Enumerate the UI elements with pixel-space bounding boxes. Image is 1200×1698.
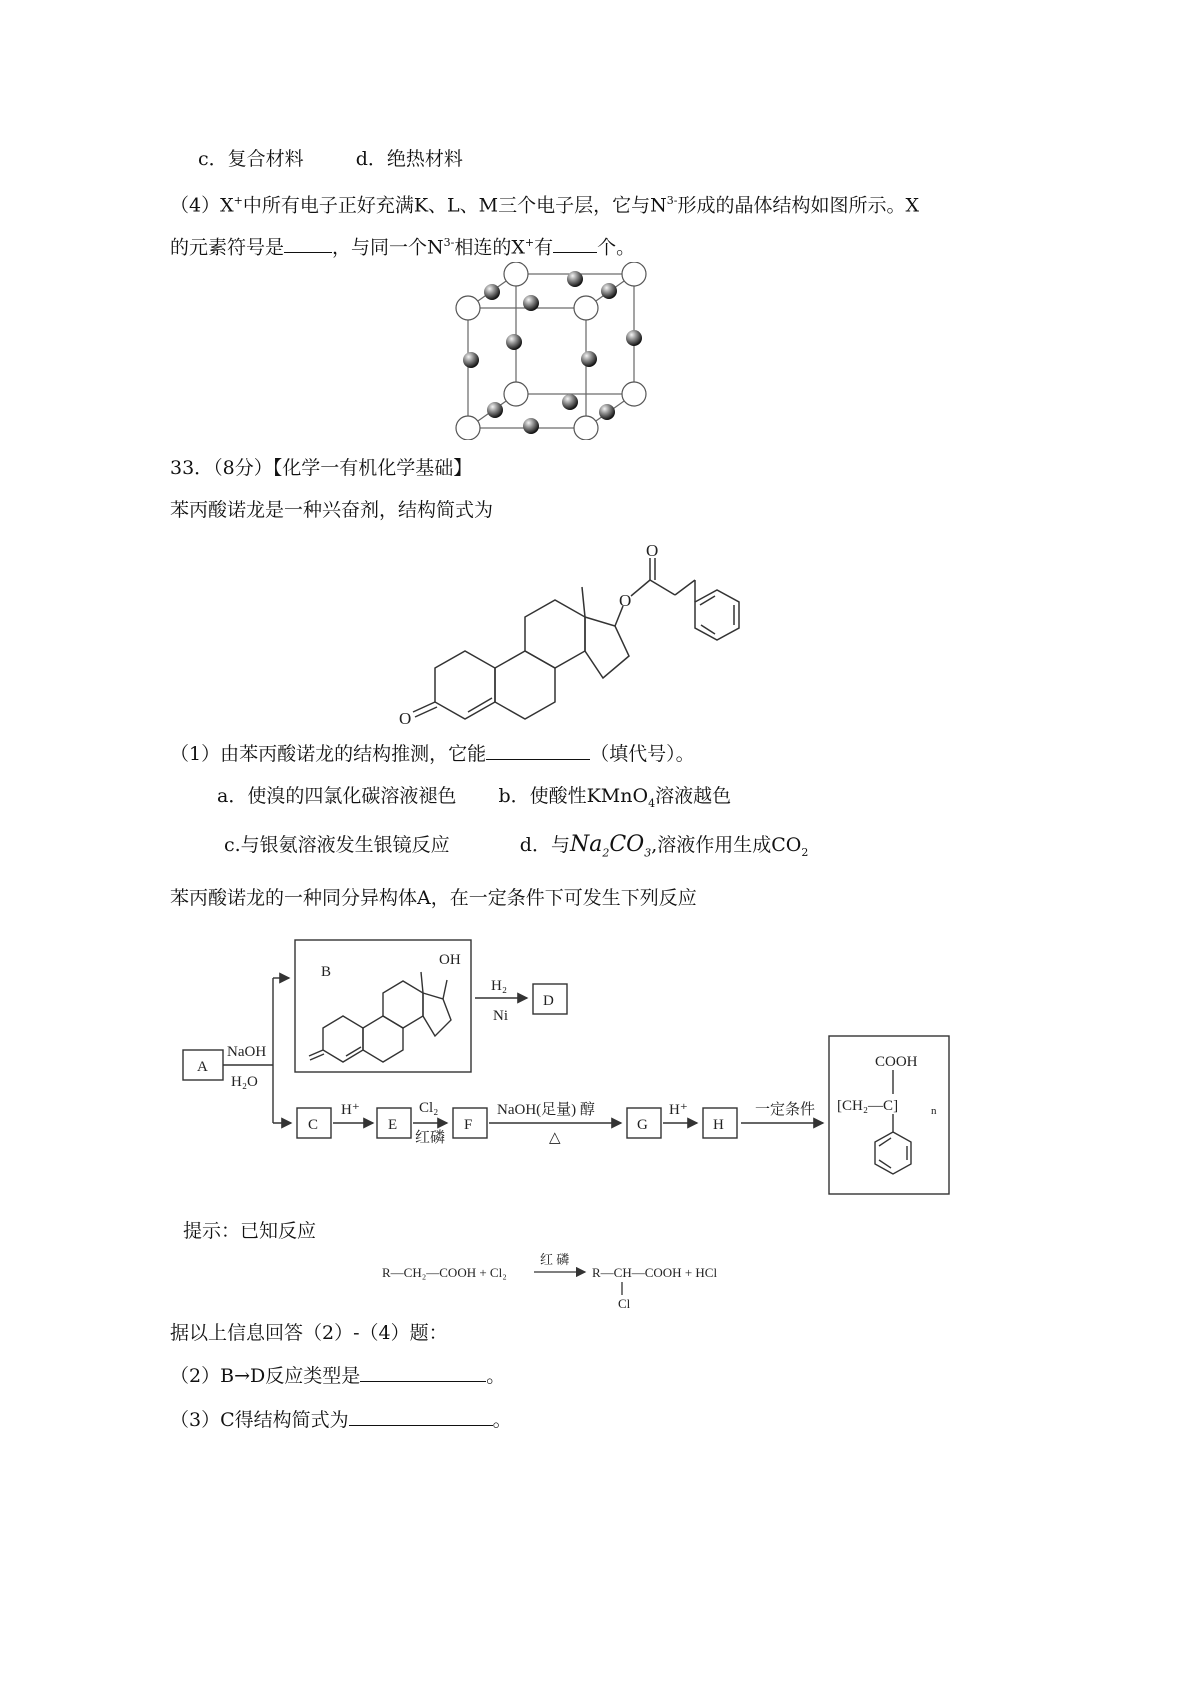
hint-reaction xyxy=(382,1252,742,1312)
box-b-label: B xyxy=(321,964,332,980)
q4-text: 个。 xyxy=(597,236,636,259)
q33-part3 xyxy=(170,1407,512,1433)
q33-part1 xyxy=(170,741,695,767)
q4-text: 形成的晶体结构如图所示。X xyxy=(677,194,919,217)
polymer-n: n xyxy=(931,1105,937,1117)
option-b xyxy=(498,785,732,810)
polymer-cooh: COOH xyxy=(875,1054,918,1070)
hint-right: R—CH—COOH + HCl xyxy=(592,1265,718,1280)
answer-blank-count[interactable] xyxy=(553,234,597,253)
naoh-label: NaOH xyxy=(227,1044,267,1060)
option-d: d．绝热材料 xyxy=(355,148,463,170)
hint-catalyst: 红 磷 xyxy=(540,1252,570,1267)
hint-cl: Cl xyxy=(618,1296,631,1311)
q4-text: ，与同一个N xyxy=(332,236,444,259)
superscript: + xyxy=(524,236,535,249)
carbonyl-o: O xyxy=(646,541,659,560)
arrow-icon: → xyxy=(234,1365,250,1387)
ketone-o: O xyxy=(399,709,412,728)
red-phosphorus-label: 红磷 xyxy=(415,1130,446,1146)
hint-left: R—CH₂—COOH + Cl₂ xyxy=(382,1265,507,1280)
heat-label: △ xyxy=(549,1130,561,1146)
subscript: 2 xyxy=(602,846,610,860)
formula-na: Na xyxy=(569,832,603,857)
option-c: c.与银氨溶液发生银镜反应 xyxy=(224,834,450,856)
box-c-label: C xyxy=(308,1117,319,1133)
q3-text: （3）C得结构简式为 xyxy=(170,1409,349,1431)
ni-label: Ni xyxy=(493,1008,508,1024)
h-plus-label: H⁺ xyxy=(341,1102,360,1118)
box-d-label: D xyxy=(543,993,554,1009)
box-g-label: G xyxy=(637,1117,648,1133)
option-c: c．复合材料 xyxy=(198,148,304,170)
water-label: H₂O xyxy=(231,1074,258,1090)
option-d-text: ,溶液作用生成CO xyxy=(651,834,802,856)
q32-part4-line2 xyxy=(170,230,635,260)
box-a-label: A xyxy=(197,1059,208,1075)
box-h-label: H xyxy=(713,1117,724,1133)
naoh-excess-label: NaOH(足量) 醇 xyxy=(497,1102,595,1118)
box-f-label: F xyxy=(464,1117,473,1133)
q33-part2 xyxy=(170,1363,505,1389)
q3-text: 。 xyxy=(492,1409,512,1431)
cl2-label: Cl₂ xyxy=(419,1100,439,1116)
q2-text: 。 xyxy=(486,1365,506,1387)
q33-header: 33．（8分）【化学一有机化学基础】 xyxy=(170,457,473,479)
option-c-line-33 xyxy=(224,832,808,866)
q32-part4-line1 xyxy=(170,188,919,218)
isomer-line: 苯丙酸诺龙的一种同分异构体A，在一定条件下可发生下列反应 xyxy=(170,887,697,909)
superscript: 3- xyxy=(666,194,678,207)
box-e-label: E xyxy=(388,1117,398,1133)
crystal-structure-figure xyxy=(448,262,660,440)
option-b-text: b．使酸性KMnO xyxy=(498,785,649,807)
superscript: 3- xyxy=(443,236,455,249)
answer-blank-q2[interactable] xyxy=(360,1363,486,1382)
formula-co: CO xyxy=(609,832,645,857)
subscript: 3 xyxy=(644,846,652,860)
h-plus-label: H⁺ xyxy=(669,1102,688,1118)
hint-label: 提示：已知反应 xyxy=(183,1220,317,1242)
q4-text: 有 xyxy=(534,236,554,259)
polymer-chain: [CH₂—C] xyxy=(837,1098,899,1114)
option-d-text: d．与 xyxy=(519,834,570,856)
q2-text: D反应类型是 xyxy=(249,1365,361,1387)
oh-label: OH xyxy=(439,952,461,968)
h2-label: H₂ xyxy=(491,978,508,994)
answer-blank-symbol[interactable] xyxy=(284,234,332,253)
reaction-scheme xyxy=(175,928,960,1203)
answer-blank-q3[interactable] xyxy=(349,1407,493,1426)
q1-text: （填代号）。 xyxy=(590,743,695,765)
condition-label: 一定条件 xyxy=(755,1102,816,1118)
subscript: 4 xyxy=(648,796,656,810)
option-c-line xyxy=(198,146,463,172)
q4-text: 的元素符号是 xyxy=(170,236,285,259)
superscript: + xyxy=(233,194,243,207)
q4-text: 相连的X xyxy=(454,236,525,259)
option-a-line xyxy=(217,783,731,817)
q4-text: 中所有电子正好充满K、L、M三个电子层，它与N xyxy=(242,194,667,217)
option-d xyxy=(519,832,809,860)
option-a: a．使溴的四氯化碳溶液褪色 xyxy=(217,785,457,807)
q1-text: （1）由苯丙酸诺龙的结构推测，它能 xyxy=(170,743,487,765)
subscript: 2 xyxy=(801,845,809,859)
nandrolone-structure xyxy=(395,540,775,730)
ester-o: O xyxy=(619,591,632,610)
q2-text: （2）B xyxy=(170,1365,235,1387)
answer-blank-q1[interactable] xyxy=(486,741,590,760)
q4-text: （4）X xyxy=(170,194,234,217)
option-b-text: 溶液越色 xyxy=(655,785,732,807)
q33-intro: 苯丙酸诺龙是一种兴奋剂，结构简式为 xyxy=(170,499,494,521)
answer-intro: 据以上信息回答（2）-（4）题： xyxy=(170,1322,448,1344)
